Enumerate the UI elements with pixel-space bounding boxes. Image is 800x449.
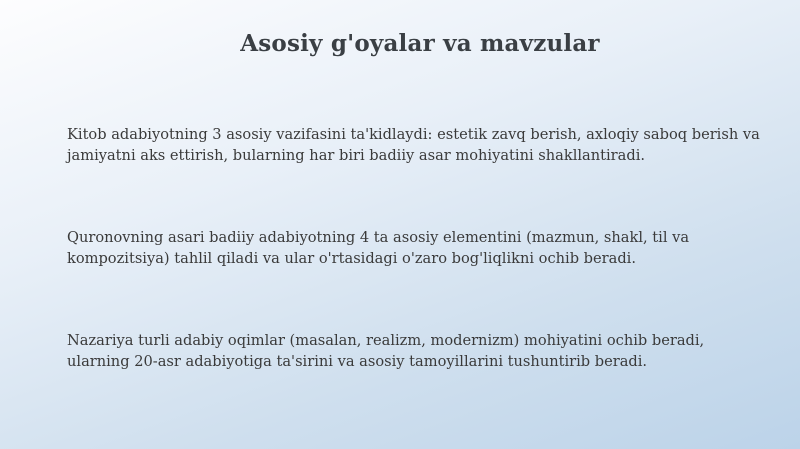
paragraph-3: Nazariya turli adabiy oqimlar (masalan, realizm, modernizm) mohiyatini ochib beradi, ularning 20-asr adabiyotiga ta'sirini va asosiy tamoyillarini tushuntirib beradi.	[67, 332, 705, 370]
slide-title: Asosiy g'oyalar va mavzular	[240, 30, 600, 57]
paragraph-2: Quronovning asari badiiy adabiyotning 4 ta asosiy elementini (mazmun, shakl, til va kompozitsiya) tahlil qiladi va ular o'rtasidagi o'zaro bog'liqlikni ochib beradi.	[67, 229, 690, 267]
paragraph-1: Kitob adabiyotning 3 asosiy vazifasini ta'kidlaydi: estetik zavq berish, axloqiy saboq berish va jamiyatni aks ettirish, bularning har biri badiiy asar mohiyatini shakllantiradi.	[67, 126, 760, 164]
